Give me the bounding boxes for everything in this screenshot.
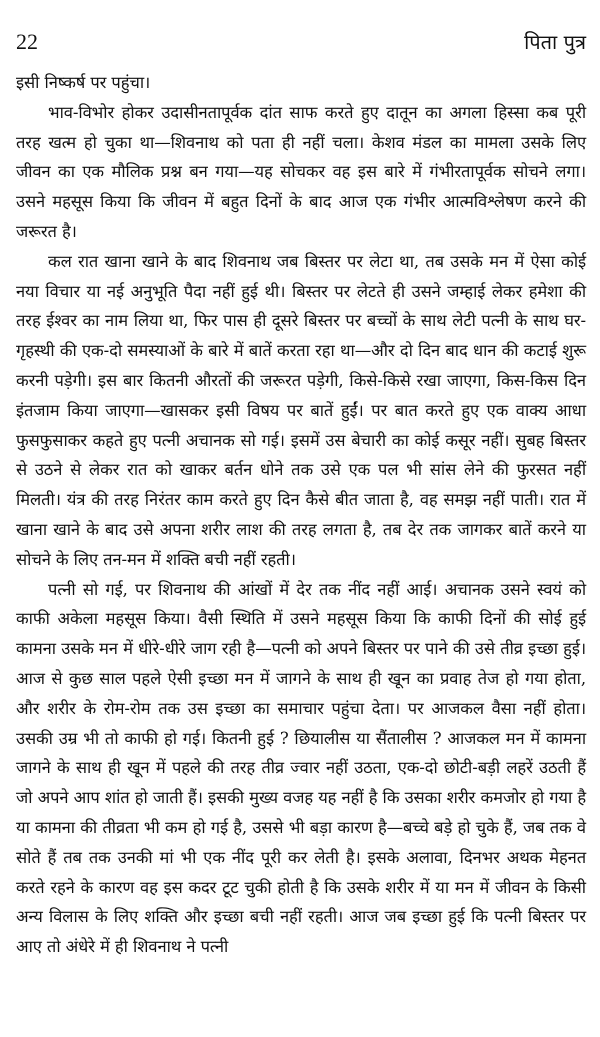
paragraph: कल रात खाना खाने के बाद शिवनाथ जब बिस्तर पर लेटा था, तब उसके मन में ऐसा कोई नया विचार या नई अनुभूति पैदा नहीं हुई थी। बिस्तर पर लेटते ही उसने जम्हाई लेकर हमेशा की तरह ईश्वर का नाम लिया था, फिर पास ही दूसरे बिस्तर पर बच्चों के साथ लेटी पत्नी के साथ घर-गृहस्थी की एक-दो समस्याओं के बारे में बातें करता रहा था—और दो दिन बाद धान की कटाई शुरू करनी पड़ेगी। इस बार कितनी औरतों की जरूरत पड़ेगी, किसे-किसे रखा जाएगा, किस-किस दिन इंतजाम किया जाएगा—खासकर इसी विषय पर बातें हुईं। पर बात करते हुए एक वाक्य आधा फुसफुसाकर कहते हुए पत्नी अचानक सो गई। इसमें उस बेचारी का कोई कसूर नहीं। सुबह बिस्तर से उठने से लेकर रात को खाकर बर्तन धोने तक उसे एक पल भी सांस लेने की फुरसत नहीं मिलती। यंत्र की तरह निरंतर काम करते हुए दिन कैसे बीत जाता है, वह समझ नहीं पाती। रात में खाना खाने के बाद उसे अपना शरीर लाश की तरह लगता है, तब देर तक जागकर बातें करने या सोचने के लिए तन-मन में शक्ति बची नहीं रहती।	[16, 251, 586, 569]
paragraph: पत्नी सो गई, पर शिवनाथ की आंखों में देर तक नींद नहीं आई। अचानक उसने स्वयं को काफी अकेला महसूस किया। वैसी स्थिति में उसने महसूस किया कि काफी दिनों की सोई हुई कामना उसके मन में धीरे-धीरे जाग रही है—पत्नी को अपने बिस्तर पर पाने की उसे तीव्र इच्छा हुई। आज से कुछ साल पहले ऐसी इच्छा मन में जागने के साथ ही खून का प्रवाह तेज हो गया होता, और शरीर के रोम-रोम तक उस इच्छा का समाचार पहुंचा देता। पर आजकल वैसा नहीं होता। उसकी उम्र भी तो काफी हो गई। कितनी हुई ? छियालीस या सैंतालीस ? आजकल मन में कामना जागने के साथ ही खून में पहले की तरह तीव्र ज्वार नहीं उठता, एक-दो छोटी-बड़ी लहरें उठती हैं जो अपने आप शांत हो जाती हैं। इसकी मुख्य वजह यह नहीं है कि उसका शरीर कमजोर हो गया है या कामना की तीव्रता भी कम हो गई है, उससे भी बड़ा कारण है—बच्चे बड़े हो चुके हैं, जब तक वे सोते हैं तब तक उनकी मां भी एक नींद पूरी कर लेती है। इसके अलावा, दिनभर अथक मेहनत करते रहने के कारण वह इस कदर टूट चुकी होती है कि उसके शरीर में या मन में जीवन के किसी अन्य विलास के लिए शक्ति और इच्छा बची नहीं रहती। आज जब इच्छा हुई कि पत्नी बिस्तर पर आए तो अंधेरे में ही शिवनाथ ने पत्नी	[16, 579, 586, 957]
running-header	[16, 22, 586, 62]
page-number: 22	[16, 29, 38, 54]
paragraph: भाव-विभोर होकर उदासीनतापूर्वक दांत साफ करते हुए दातून का अगला हिस्सा कब पूरी तरह खत्म हो चुका था—शिवनाथ को पता ही नहीं चला। केशव मंडल का मामला उसके लिए जीवन का एक मौलिक प्रश्न बन गया—यह सोचकर वह इस बारे में गंभीरतापूर्वक सोचने लगा। उसने महसूस किया कि जीवन में बहुत दिनों के बाद आज एक गंभीर आत्मविश्लेषण करने की जरूरत है।	[16, 102, 586, 241]
body-text	[16, 68, 586, 962]
book-title: पिता पुत्र	[524, 30, 586, 54]
paragraph-continuation: इसी निष्कर्ष पर पहुंचा।	[16, 73, 151, 92]
